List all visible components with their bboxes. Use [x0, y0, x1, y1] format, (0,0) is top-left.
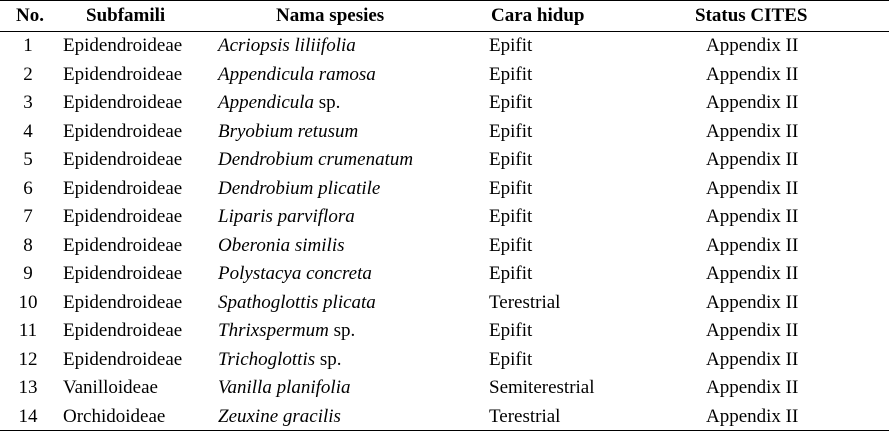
- cell-no: 8: [23, 234, 33, 256]
- cell-subfamili: Epidendroideae: [63, 348, 183, 370]
- cell-cara-hidup: Epifit: [489, 149, 533, 170]
- cell-subfamili: Epidendroideae: [63, 149, 183, 170]
- cell-no: 7: [23, 206, 33, 227]
- cell-status-cites: Appendix II: [706, 35, 799, 56]
- species-name-italic: Appendicula ramosa: [218, 63, 376, 85]
- cell-nama-spesies: [211, 346, 477, 375]
- table-row: [0, 30, 889, 61]
- cell-status-cites: Appendix II: [706, 206, 799, 227]
- cell-nama-spesies: [211, 317, 477, 346]
- cell-status-cites: Appendix II: [706, 234, 799, 256]
- cell-nama-spesies: [211, 374, 477, 403]
- table-body: [0, 30, 889, 431]
- species-name-italic: Liparis parviflora: [218, 206, 355, 227]
- cell-status-cites: Appendix II: [706, 405, 799, 427]
- table-top-rule: [0, 0, 889, 1]
- orchid-species-table: [0, 2, 889, 431]
- cell-cara-hidup: Epifit: [489, 92, 533, 113]
- cell-nama-spesies: [211, 232, 477, 261]
- cell-no: 11: [18, 320, 38, 341]
- header-status-cites: Status CITES: [695, 5, 808, 26]
- table-row: [0, 403, 889, 432]
- cell-cara-hidup: Epifit: [489, 177, 533, 199]
- cell-subfamili: Epidendroideae: [63, 35, 183, 56]
- cell-cara-hidup: Epifit: [489, 35, 533, 56]
- cell-subfamili: Orchidoideae: [63, 405, 166, 427]
- table-header-row: [0, 2, 889, 30]
- cell-status-cites: Appendix II: [706, 320, 799, 341]
- cell-subfamili: Epidendroideae: [63, 291, 183, 313]
- table-row: [0, 89, 889, 118]
- header-subfamili: Subfamili: [86, 5, 166, 26]
- cell-no: 10: [18, 291, 38, 313]
- cell-no: 2: [23, 63, 33, 85]
- table-row: [0, 203, 889, 232]
- species-name-italic: Dendrobium plicatile: [218, 177, 381, 199]
- species-name-suffix: sp.: [314, 92, 341, 113]
- cell-no: 12: [18, 348, 38, 370]
- cell-no: 6: [23, 177, 33, 199]
- cell-status-cites: Appendix II: [706, 120, 799, 142]
- cell-nama-spesies: [211, 260, 477, 289]
- species-name-italic: Appendicula: [218, 92, 315, 113]
- table-row: [0, 232, 889, 261]
- cell-status-cites: Appendix II: [706, 149, 799, 170]
- cell-subfamili: Epidendroideae: [63, 234, 183, 256]
- cell-cara-hidup: Epifit: [489, 206, 533, 227]
- table-row: [0, 317, 889, 346]
- cell-no: 9: [23, 263, 33, 284]
- species-name-italic: Thrixspermum: [218, 320, 329, 341]
- table-row: [0, 175, 889, 204]
- cell-status-cites: Appendix II: [706, 63, 799, 85]
- cell-subfamili: Epidendroideae: [63, 63, 183, 85]
- cell-cara-hidup: Epifit: [489, 348, 533, 370]
- species-name-italic: Polystacya concreta: [218, 263, 372, 284]
- species-name-italic: Bryobium retusum: [218, 120, 359, 142]
- cell-cara-hidup: Epifit: [489, 263, 533, 284]
- header-cara-hidup: Cara hidup: [491, 5, 585, 26]
- cell-status-cites: Appendix II: [706, 177, 799, 199]
- cell-no: 1: [23, 35, 33, 56]
- cell-no: 4: [23, 120, 33, 142]
- cell-status-cites: Appendix II: [706, 377, 799, 398]
- species-name-italic: Acriopsis liliifolia: [218, 35, 356, 56]
- table-row: [0, 374, 889, 403]
- header-nama-spesies: Nama spesies: [276, 5, 385, 26]
- cell-status-cites: Appendix II: [706, 263, 799, 284]
- cell-status-cites: Appendix II: [706, 92, 799, 113]
- cell-nama-spesies: [211, 89, 477, 118]
- cell-cara-hidup: Terestrial: [489, 405, 561, 427]
- cell-nama-spesies: [211, 203, 477, 232]
- species-name-italic: Dendrobium crumenatum: [218, 149, 414, 170]
- cell-nama-spesies: [211, 118, 477, 147]
- cell-cara-hidup: Epifit: [489, 320, 533, 341]
- cell-status-cites: Appendix II: [706, 348, 799, 370]
- cell-subfamili: Epidendroideae: [63, 177, 183, 199]
- table-row: [0, 61, 889, 90]
- cell-no: 3: [23, 92, 33, 113]
- cell-subfamili: Epidendroideae: [63, 92, 183, 113]
- cell-subfamili: Vanilloideae: [63, 377, 158, 398]
- species-name-suffix: sp.: [315, 348, 342, 370]
- cell-no: 5: [23, 149, 33, 170]
- table-row: [0, 146, 889, 175]
- species-name-italic: Spathoglottis plicata: [218, 291, 376, 313]
- cell-subfamili: Epidendroideae: [63, 263, 183, 284]
- cell-cara-hidup: Epifit: [489, 234, 533, 256]
- cell-no: 13: [18, 377, 38, 398]
- species-name-italic: Vanilla planifolia: [218, 377, 351, 398]
- cell-subfamili: Epidendroideae: [63, 320, 183, 341]
- cell-cara-hidup: Epifit: [489, 120, 533, 142]
- cell-nama-spesies: [211, 289, 477, 318]
- table-row: [0, 260, 889, 289]
- table-row: [0, 118, 889, 147]
- species-name-suffix: sp.: [328, 320, 356, 341]
- cell-cara-hidup: Terestrial: [489, 291, 561, 313]
- cell-nama-spesies: [211, 175, 477, 204]
- cell-subfamili: Epidendroideae: [63, 120, 183, 142]
- header-no: No.: [16, 5, 44, 26]
- cell-no: 14: [18, 405, 38, 427]
- cell-nama-spesies: [211, 30, 477, 61]
- species-name-italic: Trichoglottis: [218, 348, 316, 370]
- cell-nama-spesies: [211, 61, 477, 90]
- cell-subfamili: Epidendroideae: [63, 206, 183, 227]
- table-row: [0, 289, 889, 318]
- cell-cara-hidup: Semiterestrial: [489, 377, 595, 398]
- cell-status-cites: Appendix II: [706, 291, 799, 313]
- species-name-italic: Oberonia similis: [218, 234, 345, 256]
- cell-nama-spesies: [211, 403, 477, 432]
- cell-nama-spesies: [211, 146, 477, 175]
- table-row: [0, 346, 889, 375]
- cell-cara-hidup: Epifit: [489, 63, 533, 85]
- species-name-italic: Zeuxine gracilis: [218, 405, 341, 427]
